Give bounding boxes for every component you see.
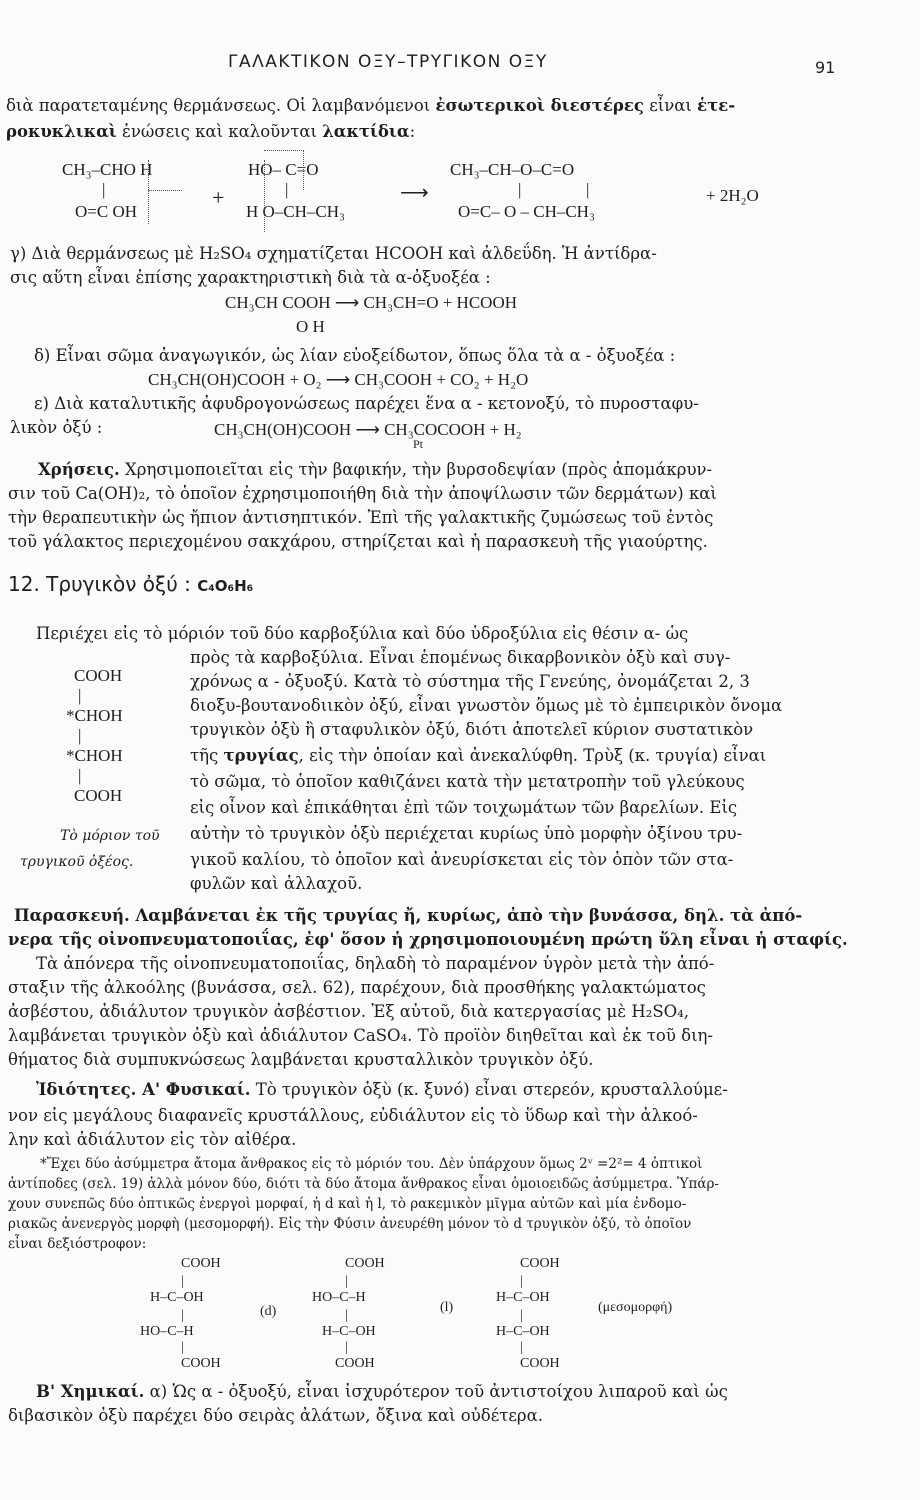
tartaric-text: , εἰς τὴν ὁποίαν καὶ ἀνεκαλύφθη. Τρὺξ (κ. τρυγία) εἶναι	[298, 746, 767, 765]
uses-line-1	[38, 460, 712, 480]
lactide-reactant-1-bottom: O=C OH	[75, 202, 138, 221]
chem-heading: Β' Χημικαί.	[36, 1382, 145, 1401]
term-hetero: ἑτε-	[697, 96, 736, 115]
prep-line-2: νερα τῆς οἰνοπνευματοποιΐας, ἐφ' ὅσον ἡ χρησιμοποιουμένη πρώτη ὕλη εἶναι ἡ σταφίς.	[8, 930, 848, 949]
tartaric-line-4: διοξυ-βουτανοδιικὸν ὀξύ, εἶναι γνωστὸν ὅμως μὲ τὸ ἐμπειρικὸν ὄνομα	[190, 696, 783, 715]
struct-cooh-top: COOH	[74, 666, 123, 685]
delta-line-1: δ) Εἶναι σῶμα ἀναγωγικόν, ὡς λίαν εὐοξείδωτον, ὅπως ὅλα τὰ α - ὀξυοξέα :	[34, 346, 676, 365]
iso-l-bond: |	[345, 1308, 348, 1323]
epsilon-line-1: ε) Διὰ καταλυτικῆς ἀφυδρογονώσεως παρέχει ἕνα α - κετονοξύ, τὸ πυροσταφυ-	[34, 394, 699, 413]
footnote-line-1: *Ἔχει δύο ἀσύμμετρα ἄτομα ἄνθρακος εἰς τὸ μόριόν του. Δὲν ὑπάρχουν ὅμως 2ᵛ =2²= 4 ὀπτικοὶ	[40, 1156, 703, 1172]
struct-cooh-bottom: COOH	[74, 786, 123, 805]
prep-text: Λαμβάνεται ἐκ τῆς τρυγίας ἤ, κυρίως, ἀπὸ τὴν βυνάσσα, δηλ. τὰ ἀπό-	[129, 906, 803, 925]
uses-line-2: σιν τοῦ Ca(OH)₂, τὸ ὁποῖον ἐχρησιμοποιήθη διὰ τὴν ἀποψίλωσιν τῶν δερμάτων) καὶ	[8, 484, 717, 503]
catalyst-label: Pt	[413, 437, 424, 451]
props-heading: Ἰδιότητες. Α' Φυσικαί.	[36, 1080, 251, 1099]
props-line-2: νον εἰς μεγάλους διαφανεῖς κρυστάλλους, εὐδιάλυτον εἰς τὸ ὕδωρ καὶ τὴν ἀλκοό-	[8, 1106, 698, 1125]
tartaric-line-1: Περιέχει εἰς τὸ μόριόν τοῦ δύο καρβοξύλια καὶ δύο ὑδροξύλια εἰς θέσιν α- ὡς	[36, 624, 689, 643]
iso-l-label: (l)	[440, 1300, 454, 1315]
iso-l-c3: H–C–OH	[322, 1324, 376, 1339]
iso-d-top: COOH	[181, 1256, 221, 1271]
split-line	[148, 160, 149, 224]
iso-meso-bottom: COOH	[520, 1356, 560, 1371]
split-line	[303, 150, 304, 190]
prep-line-6: λαμβάνεται τρυγικὸν ὀξὺ καὶ ἀδιάλυτον CaSO₄. Τὸ προϊὸν διηθεῖται καὶ ἐκ τοῦ διη-	[8, 1026, 714, 1045]
uses-heading: Χρήσεις.	[38, 460, 120, 479]
chem-line-1	[36, 1382, 728, 1402]
epsilon-line-2: λικὸν ὀξύ :	[10, 418, 103, 437]
bond: |	[518, 180, 522, 199]
footnote-line-2: ἀντίποδες (σελ. 19) ἀλλὰ μόνον δύο, διότι τὰ δύο ἄτομα ἄνθρακος εἶναι ὁμοιοειδῶς ἀσύμμετρα. Ὑπάρ-	[8, 1176, 719, 1192]
gamma-oh: O H	[296, 317, 325, 336]
tartaric-formula: C₄O₆H₆	[197, 577, 254, 595]
lactide-reactant-2-top: HO– C=O	[248, 160, 319, 179]
prep-line-4: σταξιν τῆς ἀλκοόλης (βυνάσσα, σελ. 62), παρέχουν, διὰ προσθήκης γαλακτώματος	[8, 978, 706, 997]
struct-chiral-carbon-2: *CHOH	[66, 746, 123, 765]
tartaric-line-5: τρυγικὸν ὀξὺ ἢ σταφυλικὸν ὀξύ, διότι ἀποτελεῖ κύριον συστατικὸν	[190, 720, 754, 739]
props-text: Τὸ τρυγικὸν ὀξὺ (κ. ξυνό) εἶναι στερεόν, κρυσταλλούμε-	[250, 1080, 728, 1099]
intro-line-1	[6, 96, 735, 116]
iso-meso-label: (μεσομορφή)	[598, 1300, 673, 1315]
term-heterocyclic: ροκυκλικαὶ	[6, 122, 117, 141]
iso-d-c3: HO–C–H	[140, 1324, 194, 1339]
prep-heading: Παρασκευή.	[14, 906, 130, 925]
uses-text: Χρησιμοποιεῖται εἰς τὴν βαφικήν, τὴν βυρσοδεψίαν (πρὸς ἀπομάκρυν-	[119, 460, 713, 479]
intro-line-2	[6, 122, 415, 142]
running-header: ΓΑΛΑΚΤΙΚΟΝ ΟΞΥ–ΤΡΥΓΙΚΟΝ ΟΞΥ	[228, 52, 548, 72]
tartaric-line-2: πρὸς τὰ καρβοξύλια. Εἶναι ἑπομένως δικαρβονικὸν ὀξὺ καὶ συγ-	[190, 648, 731, 667]
lactide-reactant-1-top: CH₃–CHO H	[62, 160, 153, 179]
tartaric-line-3: χρόνως α - ὀξυοξύ. Κατὰ τὸ σύστημα τῆς Γενεύης, ὀνομάζεται 2, 3	[190, 672, 750, 691]
tartaric-line-8: εἰς οἶνον καὶ ἐπικάθηται ἐπὶ τῶν τοιχωμάτων τῶν βαρελίων. Εἰς	[190, 798, 738, 817]
chem-text: α) Ὡς α - ὀξυοξύ, εἶναι ἰσχυρότερον τοῦ ἀντιστοίχου λιπαροῦ καὶ ὡς	[144, 1382, 728, 1401]
iso-l-bond: |	[345, 1274, 348, 1289]
iso-d-c2: H–C–OH	[150, 1290, 204, 1305]
tartaric-line-10: γικοῦ καλίου, τὸ ὁποῖον καὶ ἀνευρίσκεται εἰς τὸν ὀπὸν τῶν στα-	[190, 850, 734, 869]
gamma-line-2: σις αὕτη εἶναι ἐπίσης χαρακτηριστικὴ διὰ τὰ α-ὀξυοξέα :	[10, 268, 491, 287]
tartaric-text: τῆς	[190, 746, 224, 765]
struct-caption-1: Τὸ μόριον τοῦ	[60, 828, 160, 844]
lactide-product-bottom: O=C– O – CH–CH₃	[458, 202, 595, 221]
reaction-arrow: ⟶	[400, 182, 429, 204]
prep-line-1	[14, 906, 802, 926]
split-line	[148, 190, 182, 191]
gamma-equation: CH₃CH COOH ⟶ CH₃CH=O + HCOOH	[225, 293, 518, 312]
struct-bond: |	[78, 766, 82, 785]
struct-chiral-carbon-1: *CHOH	[66, 706, 123, 725]
struct-bond: |	[78, 686, 82, 705]
page-number: 91	[815, 58, 836, 77]
bond: |	[285, 180, 289, 199]
props-line-3: λην καὶ ἀδιάλυτον εἰς τὸν αἰθέρα.	[8, 1130, 297, 1149]
footnote-line-3: χουν συνεπῶς δύο ὀπτικῶς ἐνεργοὶ μορφαί, ἡ d καὶ ἡ l, τὸ ρακεμικὸν μῖγμα αὐτῶν καὶ μία ἐνδομο-	[8, 1196, 687, 1212]
iso-d-label: (d)	[260, 1304, 277, 1319]
water-product: + 2H₂O	[706, 186, 759, 205]
section-title: 12. Τρυγικὸν ὀξύ :	[8, 572, 198, 596]
prep-line-7: θήματος διὰ συμπυκνώσεως λαμβάνεται κρυσταλλικὸν τρυγικὸν ὀξύ.	[8, 1050, 594, 1069]
intro-text: :	[409, 122, 416, 141]
lactide-product-top: CH₃–CH–O–C=O	[450, 160, 575, 179]
tartaric-line-7: τὸ σῶμα, τὸ ὁποῖον καθιζάνει κατὰ τὴν μετατροπὴν τοῦ γλεύκους	[190, 772, 745, 791]
uses-line-3: τὴν θεραπευτικὴν ὡς ἤπιον ἀντισηπτικόν. Ἐπὶ τῆς γαλακτικῆς ζυμώσεως τοῦ ἐντὸς	[8, 508, 714, 527]
gamma-line-1: γ) Διὰ θερμάνσεως μὲ H₂SO₄ σχηματίζεται HCOOH καὶ ἀλδεΰδη. Ἡ ἀντίδρα-	[10, 244, 657, 263]
term-tartar: τρυγίας	[223, 746, 299, 765]
delta-equation: CH₃CH(OH)COOH + O₂ ⟶ CH₃COOH + CO₂ + H₂O	[148, 370, 529, 389]
chem-line-2: διβασικὸν ὀξὺ παρέχει δύο σειρὰς ἀλάτων, ὄξινα καὶ οὐδέτερα.	[8, 1406, 544, 1425]
epsilon-equation: CH₃CH(OH)COOH ⟶ CH₃COCOOH + H₂	[214, 420, 522, 439]
iso-l-bottom: COOH	[335, 1356, 375, 1371]
iso-meso-bond: |	[520, 1308, 523, 1323]
iso-meso-c3: H–C–OH	[496, 1324, 550, 1339]
iso-meso-c2: H–C–OH	[496, 1290, 550, 1305]
term-internal-diesters: ἐσωτερικοὶ διεστέρες	[435, 96, 644, 115]
plus-sign: +	[212, 185, 225, 210]
bond: |	[586, 180, 590, 199]
iso-l-top: COOH	[345, 1256, 385, 1271]
footnote-line-4: ριακῶς ἀνενεργὸς μορφὴ (μεσομορφή). Εἰς τὴν Φύσιν ἀνευρέθη μόνον τὸ d τρυγικὸν ὀξύ, τὸ ὁποῖον	[8, 1216, 692, 1232]
section-12-heading	[8, 574, 253, 596]
iso-meso-bond: |	[520, 1340, 523, 1355]
iso-d-bond: |	[181, 1274, 184, 1289]
struct-bond: |	[78, 726, 82, 745]
bond: |	[102, 180, 106, 199]
iso-meso-top: COOH	[520, 1256, 560, 1271]
struct-caption-2: τρυγικοῦ ὀξέος.	[20, 854, 134, 870]
prep-line-5: ἀσβέστου, ἀδιάλυτον τρυγικὸν ἀσβέστιον. Ἐξ αὐτοῦ, διὰ κατεργασίας μὲ H₂SO₄,	[8, 1002, 690, 1021]
iso-meso-bond: |	[520, 1274, 523, 1289]
lactide-reactant-2-bottom: H O–CH–CH₃	[246, 202, 345, 221]
intro-text: διὰ παρατεταμένης θερμάνσεως. Οἱ λαμβανόμενοι	[6, 96, 436, 115]
intro-text: ἐνώσεις καὶ καλοῦνται	[116, 122, 323, 141]
iso-l-bond: |	[345, 1340, 348, 1355]
intro-text: εἶναι	[643, 96, 698, 115]
iso-d-bond: |	[181, 1308, 184, 1323]
iso-d-bond: |	[181, 1340, 184, 1355]
split-line	[264, 150, 304, 151]
iso-l-c2: HO–C–H	[312, 1290, 366, 1305]
footnote-line-5: εἶναι δεξιόστροφον:	[8, 1236, 147, 1252]
uses-line-4: τοῦ γάλακτος περιεχομένου σακχάρου, στηρίζεται καὶ ἡ παρασκευὴ τῆς γιαούρτης.	[8, 532, 708, 551]
tartaric-line-9: αὐτὴν τὸ τρυγικὸν ὀξὺ περιέχεται κυρίως ὑπὸ μορφὴν ὀξίνου τρυ-	[190, 824, 743, 843]
props-line-1	[36, 1080, 728, 1100]
iso-d-bottom: COOH	[181, 1356, 221, 1371]
split-line	[264, 160, 265, 232]
prep-line-3: Τὰ ἀπόνερα τῆς οἰνοπνευματοποιΐας, δηλαδὴ τὸ παραμένον ὑγρὸν μετὰ τὴν ἀπό-	[36, 954, 715, 973]
tartaric-line-6	[190, 746, 766, 766]
term-lactides: λακτίδια	[322, 122, 410, 141]
tartaric-line-11: φυλῶν καὶ ἀλλαχοῦ.	[190, 874, 363, 893]
